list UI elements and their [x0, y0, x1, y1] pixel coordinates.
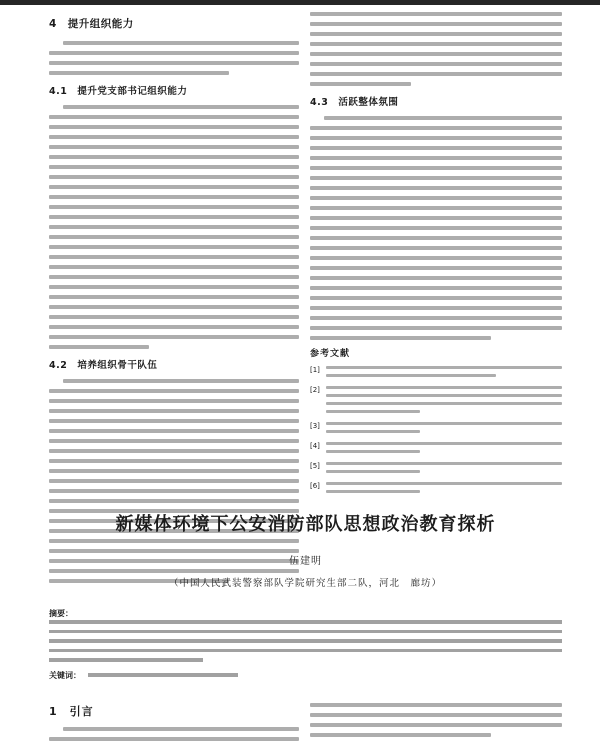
reference-number: [4]: [310, 442, 320, 450]
right-column: [310, 12, 562, 502]
reference-item: [310, 386, 562, 418]
references-list: [310, 366, 562, 498]
reference-number: [3]: [310, 422, 320, 430]
reference-item: [310, 422, 562, 438]
section-4-2-continued-text: [310, 12, 562, 86]
subsection-4-1-text: [49, 105, 299, 349]
subsection-4-3-text: [310, 116, 562, 340]
reference-item: [310, 366, 562, 382]
reference-item: [310, 442, 562, 458]
article-body: [49, 703, 562, 747]
subsection-4-1-heading: 4.1 提升党支部书记组织能力: [49, 86, 188, 97]
keywords-label: 关键词：: [49, 670, 81, 680]
left-column: [49, 12, 299, 589]
article-author: 伍建明: [289, 556, 322, 567]
article-affiliation: （中国人民武装警察部队学院研究生部二队，河北 廊坊）: [168, 578, 442, 589]
reference-number: [2]: [310, 386, 320, 394]
references-heading: 参考文献: [310, 349, 351, 359]
article-title: 新媒体环境下公安消防部队思想政治教育探析: [115, 514, 496, 535]
abstract: [49, 601, 562, 662]
page-header-bar: [0, 0, 600, 5]
article-block: [49, 510, 562, 747]
reference-item: [310, 482, 562, 498]
abstract-label: 摘要：: [49, 609, 73, 618]
article-right-column: [310, 703, 562, 743]
intro-heading: 1 引言: [49, 704, 94, 718]
section-4-heading: 4 提升组织能力: [49, 18, 134, 30]
reference-item: [310, 462, 562, 478]
reference-number: [6]: [310, 482, 320, 490]
keywords: [49, 670, 562, 681]
section-4-intro-text: [49, 41, 299, 75]
subsection-4-3-heading: 4.3 活跃整体氛围: [310, 97, 399, 108]
reference-number: [5]: [310, 462, 320, 470]
reference-number: [1]: [310, 366, 320, 374]
article-left-column: [49, 703, 299, 747]
subsection-4-2-heading: 4.2 培养组织骨干队伍: [49, 360, 158, 371]
